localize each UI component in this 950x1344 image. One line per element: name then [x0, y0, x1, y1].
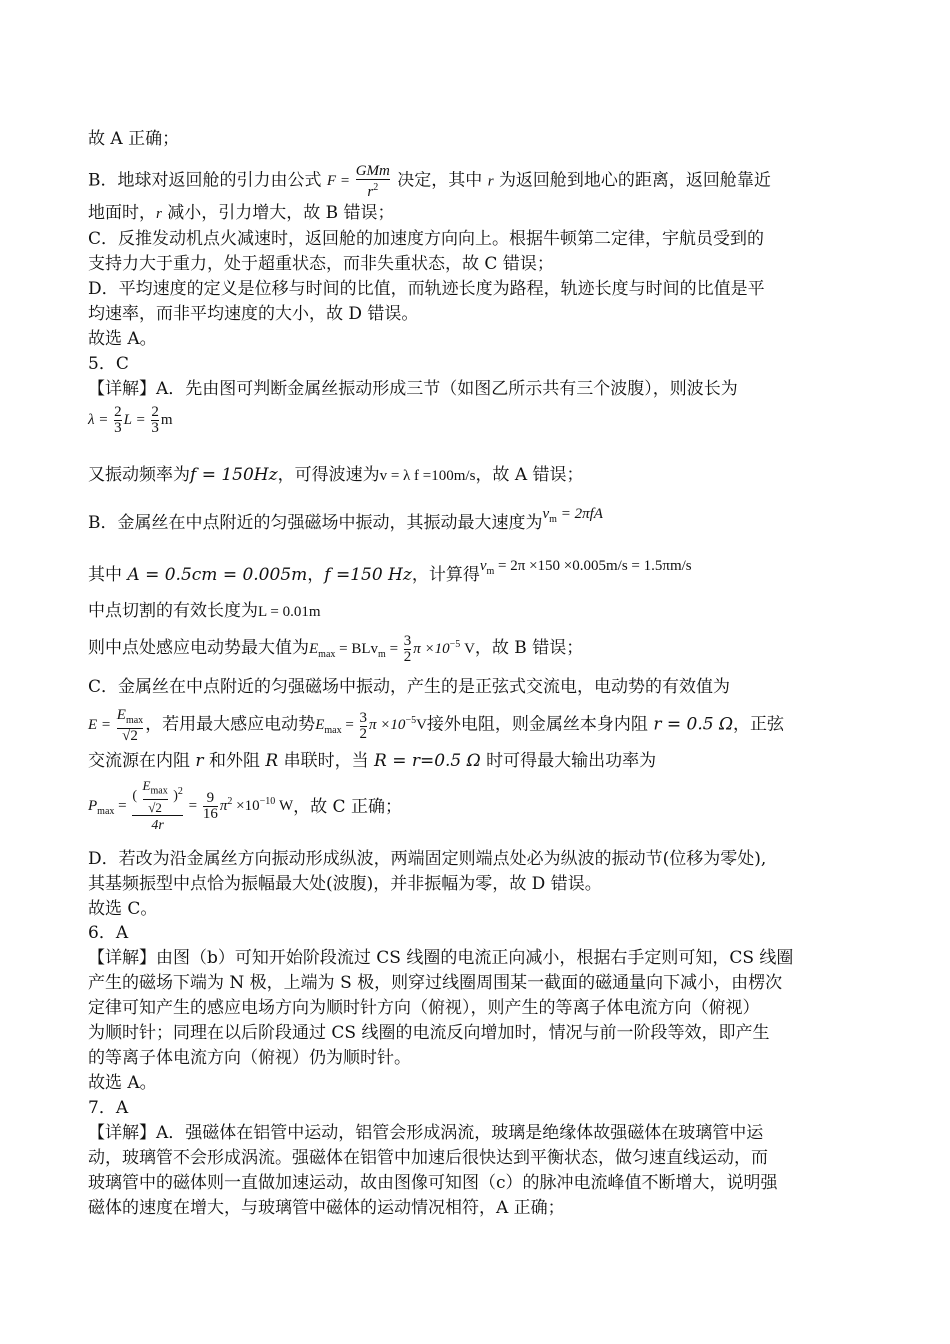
text-line: 动，玻璃管不会形成涡流。强磁体在铝管中加速后很快达到平衡状态，做匀速直线运动，而	[88, 1148, 768, 1168]
text-line: 为顺时针；同理在以后阶段通过 CS 线圈的电流反向增加时，情况与前一阶段等效，即产生	[88, 1023, 770, 1043]
text-line: C．金属丝在中点附近的匀强磁场中振动，产生的是正弦式交流电，电动势的有效值为	[88, 677, 731, 697]
text-line: 故选 A。	[88, 329, 157, 349]
text-line: 支持力大于重力，处于超重状态，而非失重状态，故 C 错误；	[88, 254, 554, 274]
text-line: 均速率，而非平均速度的大小，故 D 错误。	[88, 304, 419, 324]
text-line: 故 A 正确；	[88, 129, 180, 149]
gravity-formula: F = $\frac{\text{GMm}}{r^2}$	[326, 163, 390, 200]
text-line: B．金属丝在中点附近的匀强磁场中振动，其振动最大速度为$v_m = 2\pi fA$	[88, 506, 603, 533]
text-line: D．若改为沿金属丝方向振动形成纵波，两端固定则端点处必为纵波的振动节(位移为零处),	[88, 849, 767, 869]
text-line: 故选 A。	[88, 1073, 157, 1093]
text-line: 又振动频率为f = 150Hz，可得波速为v = λ f =100m/s，故 A 错误；	[88, 465, 584, 485]
text-line: 产生的磁场下端为 N 极，上端为 S 极，则穿过线圈周围某一截面的磁通量向下减小，由楞次	[88, 973, 783, 993]
answer-number: 6．A	[88, 923, 129, 943]
text-line: 玻璃管中的磁体则一直做加速运动，故由图像可知图（c）的脉冲电流峰值不断增大，说明强	[88, 1173, 778, 1193]
text-line: 的等离子体电流方向（俯视）仍为顺时针。	[88, 1048, 411, 1068]
text-line: 【详解】A．先由图可判断金属丝振动形成三节（如图乙所示共有三个波腹），则波长为	[88, 379, 738, 399]
text-line: B．地球对返回舱的引力由公式 F = $\frac{\text{GMm}}{r^2}$ 决定，其中 r 为返回舱到地心的距离，返回舱靠近	[88, 163, 771, 200]
text-line: 中点切割的有效长度为L = 0.01m	[88, 601, 321, 621]
text-line: 【详解】A．强磁体在铝管中运动，铝管会形成涡流，玻璃是绝缘体故强磁体在玻璃管中运	[88, 1123, 764, 1143]
text-line: 其中 A = 0.5cm = 0.005m，f =150 Hz，计算得$v_m = 2\pi \times 150 \times 0.005m/s = 1.5\pi m/s$	[88, 558, 692, 585]
power-formula: $P_{max}$ = ( $\frac{E_{max}}{√2}$ )$^2$ 4r = $\frac{9}{16}$ $\pi^2 \times 10^{-10}$ W，故 C 正确；	[88, 778, 402, 840]
text-line: 定律可知产生的感应电场方向为顺时针方向（俯视），则产生的等离子体电流方向（俯视）	[88, 998, 760, 1018]
text-line: 地面时，r 减小，引力增大，故 B 错误；	[88, 203, 395, 223]
answer-number: 5．C	[88, 354, 129, 374]
text-line: 【详解】由图（b）可知开始阶段流过 CS 线圈的电流正向减小，根据右手定则可知，CS 线圈	[88, 948, 794, 968]
text-line: 则中点处感应电动势最大值为$E_{max} = BLv_m$ = $\frac{3}{2}$ $\pi \times 10^{-5}$ V，故 B 错误；	[88, 633, 584, 666]
text-line: D．平均速度的定义是位移与时间的比值，而轨迹长度为路程，轨迹长度与时间的比值是平	[88, 279, 765, 299]
text-line: 交流源在内阻 r 和外阻 R 串联时，当 R = r=0.5 Ω 时可得最大输出功率为	[88, 751, 657, 771]
answer-number: 7．A	[88, 1098, 129, 1118]
text-line: C．反推发动机点火减速时，返回舱的加速度方向向上。根据牛顿第二定律，宇航员受到的	[88, 229, 765, 249]
text-line: E = $\frac{E_{max}}{√2}$ ，若用最大感应电动势$E_{max}$ = $\frac{3}{2}$ $\pi \times 10^{-5}V$接外电阻，则金属丝本身内阻 r = 0.5 Ω，正弦	[88, 707, 785, 744]
text-line: 其基频振型中点恰为振幅最大处(波腹)，并非振幅为零，故 D 错误。	[88, 874, 602, 894]
text-line: 故选 C。	[88, 899, 158, 919]
text-line: 磁体的速度在增大，与玻璃管中磁体的运动情况相符，A 正确；	[88, 1198, 565, 1218]
wavelength-formula: λ = $\frac{2}{3}$ L = $\frac{2}{3}$ m	[88, 404, 173, 436]
